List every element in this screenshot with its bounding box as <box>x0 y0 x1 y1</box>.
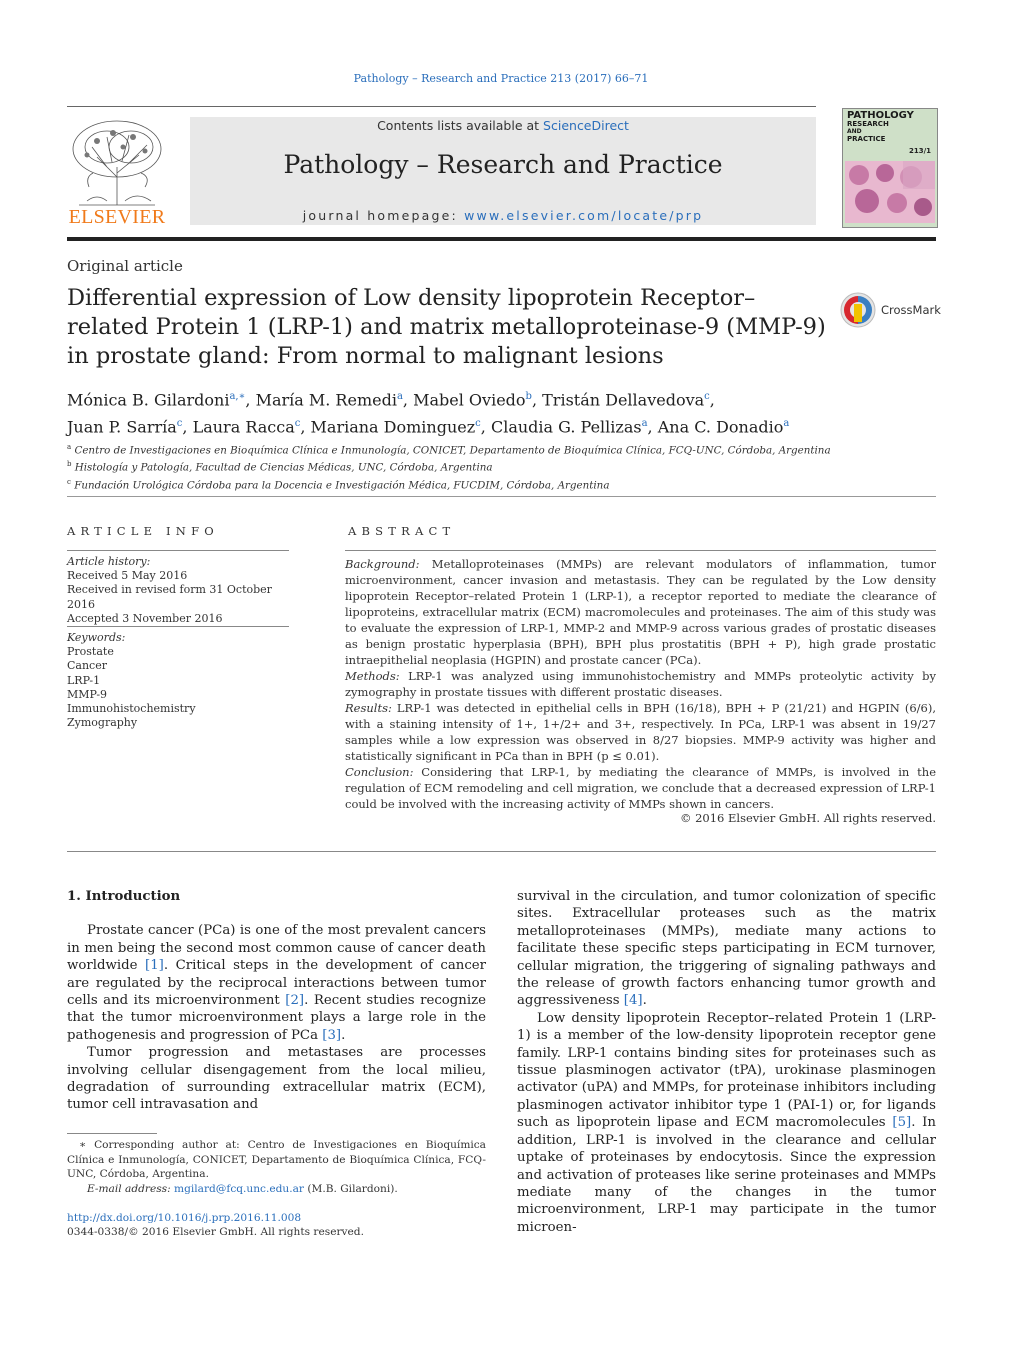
header-heavy-divider <box>67 237 936 241</box>
abstract-methods <box>345 668 936 700</box>
journal-reference[interactable]: Pathology – Research and Practice 213 (2017) 66–71 <box>353 72 649 85</box>
article-info-heading: ARTICLE INFO <box>67 524 219 538</box>
results-text: LRP-1 was detected in epithelial cells in BPH (16/18), BPH + P (21/21) and HGPIN (6/6), with a staining intensity of 1+, 1+/2+ and 3+, respectively. In PCa, LRP-1 was absent in 19/27 samples while a low expression was observed in 8/27 biopsies. MMP-9 activity was higher and statistically significant in PCa than in BPH (p ≤ 0.01). <box>345 701 936 763</box>
author-line-1 <box>67 385 937 412</box>
r2-text-b: . In addition, LRP-1 is involved in the clearance and cellular uptake of proteinases by endocytosis. Since the expression and activation of proteases like serine proteinases and MMPs mediate many of the changes in the tumor microenvironment, LRP-1 may participate in the tumor microen- <box>517 1115 936 1235</box>
crossmark-label[interactable]: CrossMark <box>881 303 941 317</box>
intro-paragraph-3 <box>517 1010 936 1236</box>
citation-link[interactable]: [3] <box>322 1027 342 1043</box>
homepage-link[interactable]: www.elsevier.com/locate/prp <box>464 208 704 223</box>
issn-copyright: 0344-0338/© 2016 Elsevier GmbH. All rights reserved. <box>67 1226 364 1238</box>
crossmark-icon[interactable] <box>840 292 876 328</box>
author-name[interactable]: Juan P. Sarría <box>67 417 177 437</box>
author-affiliation-marker[interactable]: c <box>475 418 481 430</box>
body-divider <box>67 851 936 852</box>
affiliations <box>67 440 937 492</box>
author-name[interactable]: Mariana Dominguez <box>310 417 476 437</box>
intro-paragraph-2-continued <box>517 888 936 1010</box>
affiliation-text: Fundación Urológica Córdoba para la Docencia e Investigación Médica, FUCDIM, Córdoba, Argentina <box>70 479 610 492</box>
author-list <box>67 385 937 440</box>
affiliation-divider <box>67 496 936 497</box>
homepage-line <box>190 208 816 223</box>
r1-text-b: . <box>642 993 647 1009</box>
article-type: Original article <box>67 257 183 275</box>
cover-title-line-3: AND <box>847 128 862 135</box>
abstract-divider <box>345 550 936 551</box>
author-separator: , <box>245 390 256 410</box>
abstract-results <box>345 700 936 764</box>
email-link[interactable]: mgilard@fcq.unc.edu.ar <box>174 1182 304 1195</box>
conclusion-label: Conclusion: <box>345 765 414 779</box>
keywords <box>67 631 289 730</box>
author-name[interactable]: María M. Remedi <box>255 390 397 410</box>
author-name[interactable]: Claudia G. Pellizas <box>490 417 642 437</box>
author-affiliation-marker[interactable]: a <box>641 418 648 430</box>
email-suffix: (M.B. Gilardoni). <box>303 1182 398 1195</box>
citation-link[interactable]: [2] <box>285 993 305 1009</box>
citation-link[interactable]: [5] <box>892 1115 912 1131</box>
author-separator: , <box>402 390 414 410</box>
p1-text-b: . Critical steps in the development of cancer are regulated by the reciprocal interactions between tumor cells and its microenvironment <box>67 958 487 1009</box>
cover-title-line-1: PATHOLOGY <box>847 110 914 121</box>
author-separator: , <box>300 417 311 437</box>
author-affiliation-marker[interactable]: c <box>704 391 710 402</box>
conclusion-text: Considering that LRP-1, by mediating the clearance of MMPs, is involved in the regulation of ECM remodeling and cell migration, we conclude that a decreased expression of LRP-1 could be involved with the increasing activity of MMPs shown in cancers. <box>345 765 936 811</box>
cover-volume: 213/1 <box>908 147 931 155</box>
methods-text: LRP-1 was analyzed using immunohistochemistry and MMPs proteolytic activity by zymography in prostate tissues with different prostatic diseases. <box>345 669 936 699</box>
keyword: Zymography <box>67 716 138 730</box>
doi-link[interactable]: http://dx.doi.org/10.1016/j.prp.2016.11.008 <box>67 1212 302 1224</box>
keywords-divider <box>67 626 289 627</box>
sciencedirect-link[interactable]: ScienceDirect <box>543 118 629 133</box>
journal-name: Pathology – Research and Practice <box>283 150 723 179</box>
introduction-heading: 1. Introduction <box>67 889 181 904</box>
affiliation-item <box>67 475 937 492</box>
cover-title-line-2: RESEARCH <box>847 120 889 128</box>
author-separator: , <box>480 417 491 437</box>
author-name[interactable]: Ana C. Donadio <box>657 417 784 437</box>
keyword: Immunohistochemistry <box>67 702 196 716</box>
author-name[interactable]: Mónica B. Gilardoni <box>67 390 230 410</box>
body-right-column <box>517 888 936 1236</box>
author-affiliation-marker[interactable]: a,∗ <box>229 391 246 402</box>
p1-text-a: Prostate cancer (PCa) is one of the most prevalent cancers in men being the second most common cause of cancer death worldwide <box>67 923 486 974</box>
cover-title <box>847 111 914 143</box>
p1-text-d: . <box>341 1027 346 1043</box>
intro-paragraph-2: Tumor progression and metastases are processes involving cellular disengagement from the local milieu, degradation of surrounding extracellular matrix (ECM), tumor cell intravasation and <box>67 1045 486 1113</box>
citation-link[interactable]: [4] <box>623 993 643 1009</box>
abstract-body <box>345 556 936 812</box>
author-separator: , <box>182 417 193 437</box>
accepted-date: Accepted 3 November 2016 <box>67 611 223 625</box>
article-history <box>67 555 289 626</box>
footnote-divider <box>67 1133 157 1134</box>
author-separator: , <box>531 390 543 410</box>
r2-text-a: Low density lipoprotein Receptor–related Protein 1 (LRP-1) is a member of the low-density lipoprotein receptor gene family. LRP-1 contains binding sites for proteinases such as tissue plasminogen activator (tPA), urokinase plasminogen activator (uPA) and MMPs, for proteinase inhibitors including plasminogen activator inhibitor type 1 (PAI-1) or, for ligands such as lipoprotein lipase and ECM macromolecules <box>517 1010 936 1131</box>
email-label: E-mail address: <box>87 1182 171 1195</box>
article-info-divider <box>67 550 289 551</box>
author-name[interactable]: Laura Racca <box>192 417 295 437</box>
affiliation-marker: b <box>67 460 72 469</box>
keyword: Prostate <box>67 645 114 659</box>
abstract-heading: ABSTRACT <box>348 524 456 538</box>
author-line-2 <box>67 412 937 439</box>
r1-text-a: survival in the circulation, and tumor colonization of specific sites. Extracellular proteases such as the matrix metalloproteinases (MMPs), mediate many actions to facilitate these specific steps participating in ECM turnover, cellular migration, the triggering of signaling pathways and the release of growth factors enhancing tumor growth and aggressiveness <box>517 889 936 1009</box>
homepage-prefix: journal homepage: <box>302 208 465 223</box>
methods-label: Methods: <box>345 669 400 683</box>
affiliation-marker: a <box>67 443 72 451</box>
keyword: Cancer <box>67 659 107 673</box>
background-label: Background: <box>345 557 420 571</box>
email-note <box>67 1182 486 1197</box>
author-name[interactable]: Mabel Oviedo <box>413 390 526 410</box>
author-affiliation-marker[interactable]: c <box>176 418 183 430</box>
elsevier-wordmark: ELSEVIER <box>68 206 166 228</box>
citation-link[interactable]: [1] <box>145 958 164 974</box>
cover-histology-image <box>845 161 935 223</box>
article-title: Differential expression of Low density lipoprotein Receptor–related Protein 1 (LRP-1) and matrix metalloproteinase-9 (MMP-9) in prostate gland: From normal to malignant lesions <box>67 285 826 369</box>
history-label: Article history: <box>67 555 151 568</box>
abstract-copyright: © 2016 Elsevier GmbH. All rights reserved. <box>679 811 936 825</box>
keywords-label: Keywords: <box>67 631 126 644</box>
intro-paragraph-1 <box>67 922 486 1044</box>
keyword: MMP-9 <box>67 687 108 701</box>
journal-cover-thumbnail[interactable] <box>842 108 938 228</box>
affiliation-marker: c <box>67 477 71 486</box>
affiliation-text: Histología y Patología, Facultad de Ciencias Médicas, UNC, Córdoba, Argentina <box>71 461 493 474</box>
author-affiliation-marker[interactable]: b <box>525 391 532 402</box>
footnotes <box>67 1138 486 1196</box>
body-left-column <box>67 888 486 1114</box>
results-label: Results: <box>345 701 392 715</box>
keyword: LRP-1 <box>67 673 101 687</box>
affiliation-text: Centro de Investigaciones en Bioquímica Clínica e Inmunología, CONICET, Departamento de Bioquímica Clínica, FCQ-UNC, Córdoba, Argentina <box>71 444 831 457</box>
revised-date: Received in revised form 31 October 2016 <box>67 583 272 611</box>
abstract-conclusion <box>345 764 936 812</box>
received-date: Received 5 May 2016 <box>67 569 188 583</box>
abstract-background <box>345 556 936 668</box>
contents-prefix: Contents lists available at <box>377 118 544 133</box>
affiliation-item <box>67 440 937 457</box>
corresponding-author-note: ∗ Corresponding author at: Centro de Investigaciones en Bioquímica Clínica e Inmunología, CONICET, Departamento de Bioquímica Clínica, FCQ-UNC, Córdoba, Argentina. <box>67 1139 486 1181</box>
author-separator: , <box>709 390 715 410</box>
top-divider <box>67 106 816 107</box>
author-name[interactable]: Tristán Dellavedova <box>542 390 705 410</box>
author-affiliation-marker[interactable]: c <box>294 418 301 430</box>
cover-title-line-4: PRACTICE <box>847 135 886 143</box>
background-text: Metalloproteinases (MMPs) are relevant modulators of inflammation, tumor microenvironment, cancer invasion and metastasis. They can be regulated by the Low density lipoprotein Receptor–related Protein 1 (LRP-1), a receptor reported to mediate the clearance of lipoproteins, extracellular matrix (ECM) macromolecules and proteinases. The aim of this study was to evaluate the expression of LRP-1, MMP-2 and MMP-9 across various grades of prostatic diseases as benign prostatic hyperplasia (BPH), BPH plus prostatitis (BPH + P), high grade prostatic intraepithelial neoplasia (HGPIN) and prostate cancer (PCa). <box>345 557 936 667</box>
author-affiliation-marker[interactable]: a <box>783 418 790 430</box>
contents-line <box>190 118 816 133</box>
p1-text-c: . Recent studies recognize that the tumor microenvironment plays a large role in the pathogenesis and progression of PCa <box>67 993 486 1043</box>
author-separator: , <box>647 417 658 437</box>
author-affiliation-marker[interactable]: a <box>396 391 403 402</box>
affiliation-item <box>67 457 937 474</box>
